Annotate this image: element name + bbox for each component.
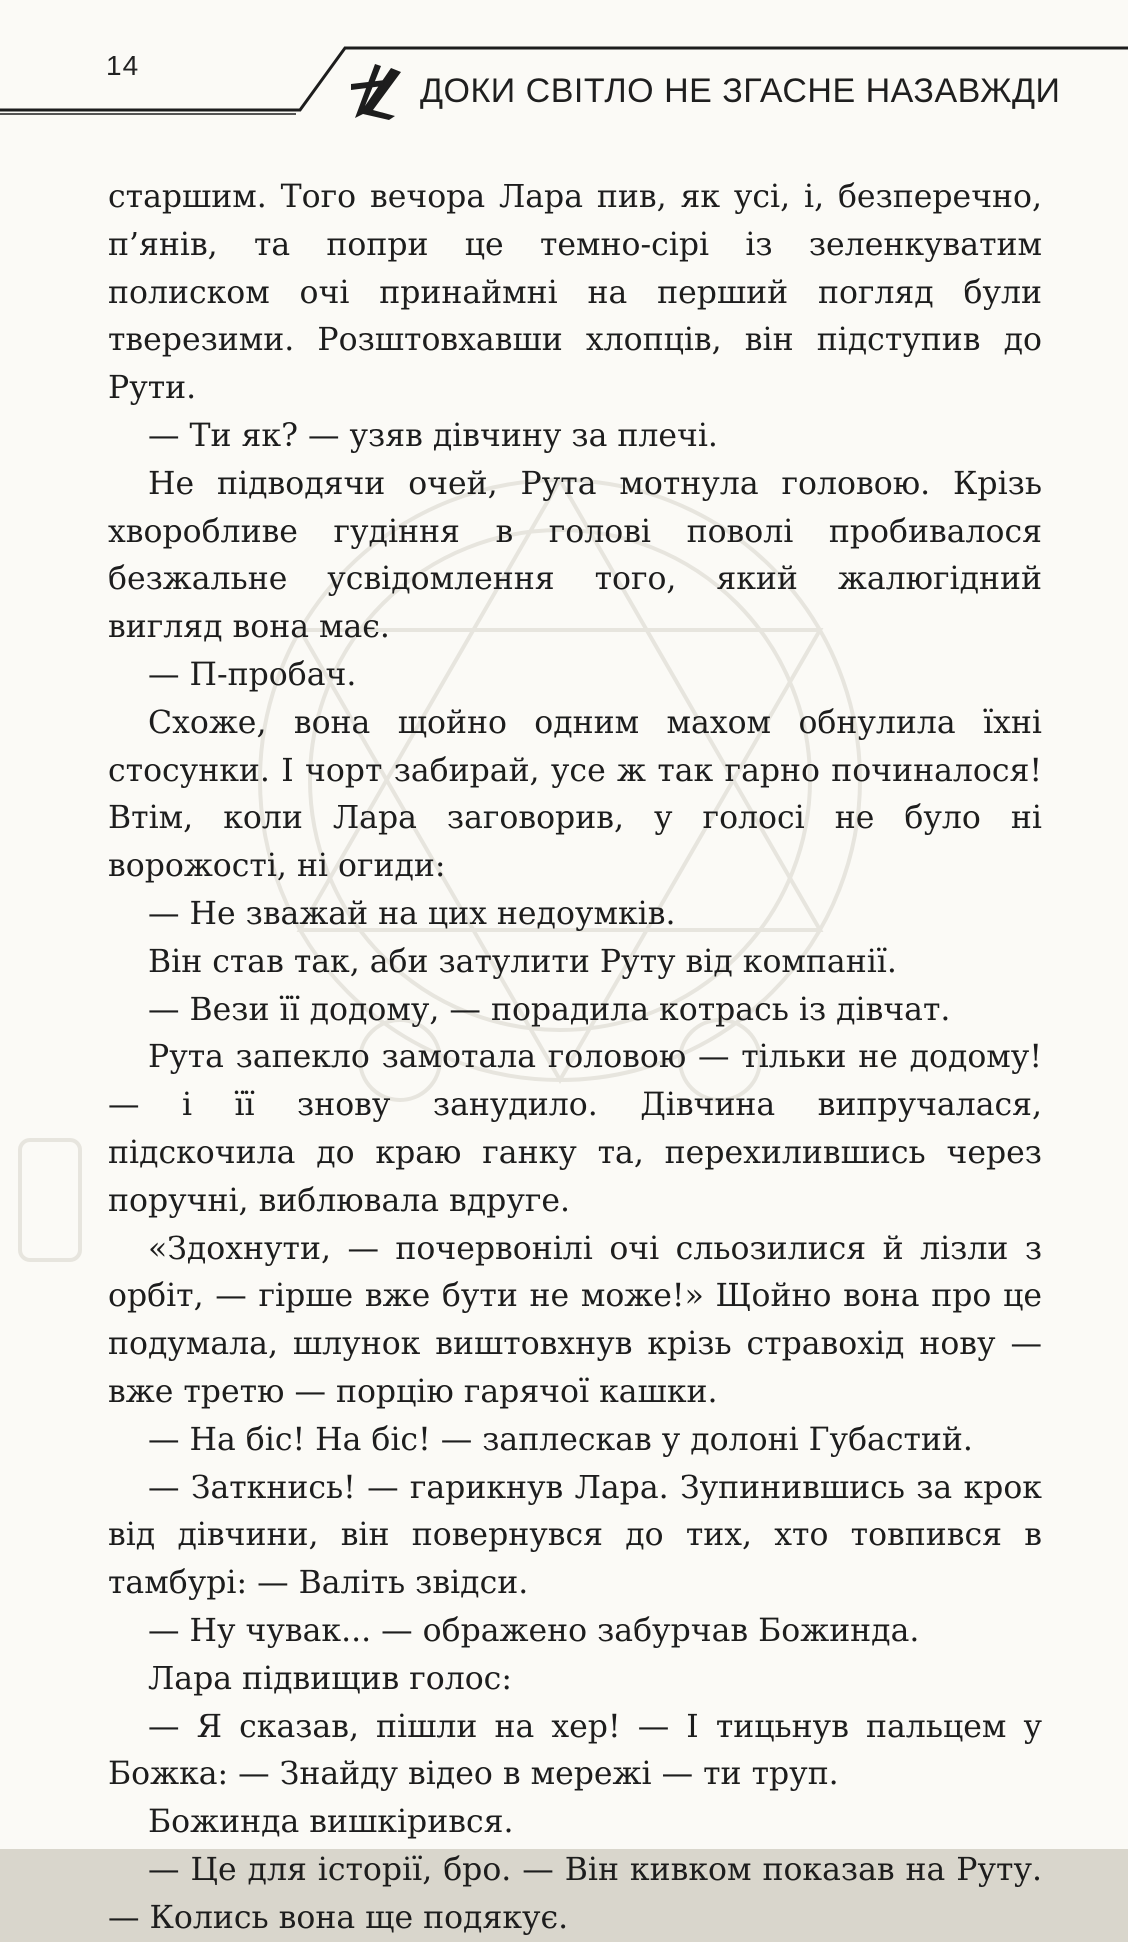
paragraph: Божинда вишкірився. <box>148 1804 514 1841</box>
page-header <box>0 0 1128 130</box>
dialogue-line: — Не зважай на цих недоумків. <box>148 895 676 932</box>
body-text <box>108 174 1042 1942</box>
paragraph: Схоже, вона щойно одним махом обнулила їхні стосунки. І чорт забирай, усе ж так гарно починалося! Втім, коли Лара заговорив, у голосі не було ні ворожості, ні огиди: <box>108 704 1042 885</box>
book-title: ДОКИ СВІТЛО НЕ ЗГАСНЕ НАЗАВЖДИ <box>420 72 1061 110</box>
dialogue-line: — Я сказав, пішли на хер! — І тицьнув пальцем у Божка: — Знайду відео в мережі — ти труп. <box>108 1708 1042 1793</box>
dialogue-line: — Заткнись! — гарикнув Лара. Зупинившись за крок від дівчини, він повернувся до тих, хто товпився в тамбурі: — Валіть звідси. <box>108 1469 1042 1602</box>
paragraph: Лара підвищив голос: <box>148 1660 512 1697</box>
paragraph: старшим. Того вечора Лара пив, як усі, і, безперечно, п’янів, та попри це темно-сірі із зеленкуватим полиском очі принаймні на перший погляд були тверезими. Розштовхавши хлопців, він підступив до Рути. <box>108 179 1042 407</box>
page-number: 14 <box>106 50 140 81</box>
paragraph: Він став так, аби затулити Руту від компанії. <box>148 943 897 980</box>
paragraph: Не підводячи очей, Рута мотнула головою. Крізь хворобливе гудіння в голові поволі пробивалося безжальне усвідомлення того, який жалюгідний вигляд вона має. <box>108 465 1042 646</box>
dialogue-line: — Це для історії, бро. — Він кивком показав на Руту. — Колись вона ще подякує. <box>108 1851 1042 1936</box>
paragraph: Рута запекло замотала головою — тільки не додому! — і її знову занудило. Дівчина випручалася, підскочила до краю ганку та, перехилившись через поручні, виблювала вдруге. <box>108 1039 1042 1219</box>
dialogue-line: — На біс! На біс! — заплескав у долоні Губастий. <box>148 1421 973 1458</box>
paragraph: «Здохнути, — почервонілі очі сльозилися й лізли з орбіт, — гірше вже бути не може!» Щойно вона про це подумала, шлунок виштовхнув крізь стравохід нову — вже третю — порцію гарячої кашки. <box>108 1230 1042 1410</box>
dialogue-line: — Ну чувак... — ображено забурчав Божинда. <box>148 1612 920 1649</box>
dialogue-line: — Ти як? — узяв дівчину за плечі. <box>148 417 718 454</box>
dialogue-line: — П-пробач. <box>148 656 357 693</box>
dialogue-line: — Вези її додому, — порадила котрась із дівчат. <box>148 991 951 1028</box>
publisher-logo-icon <box>345 58 407 122</box>
